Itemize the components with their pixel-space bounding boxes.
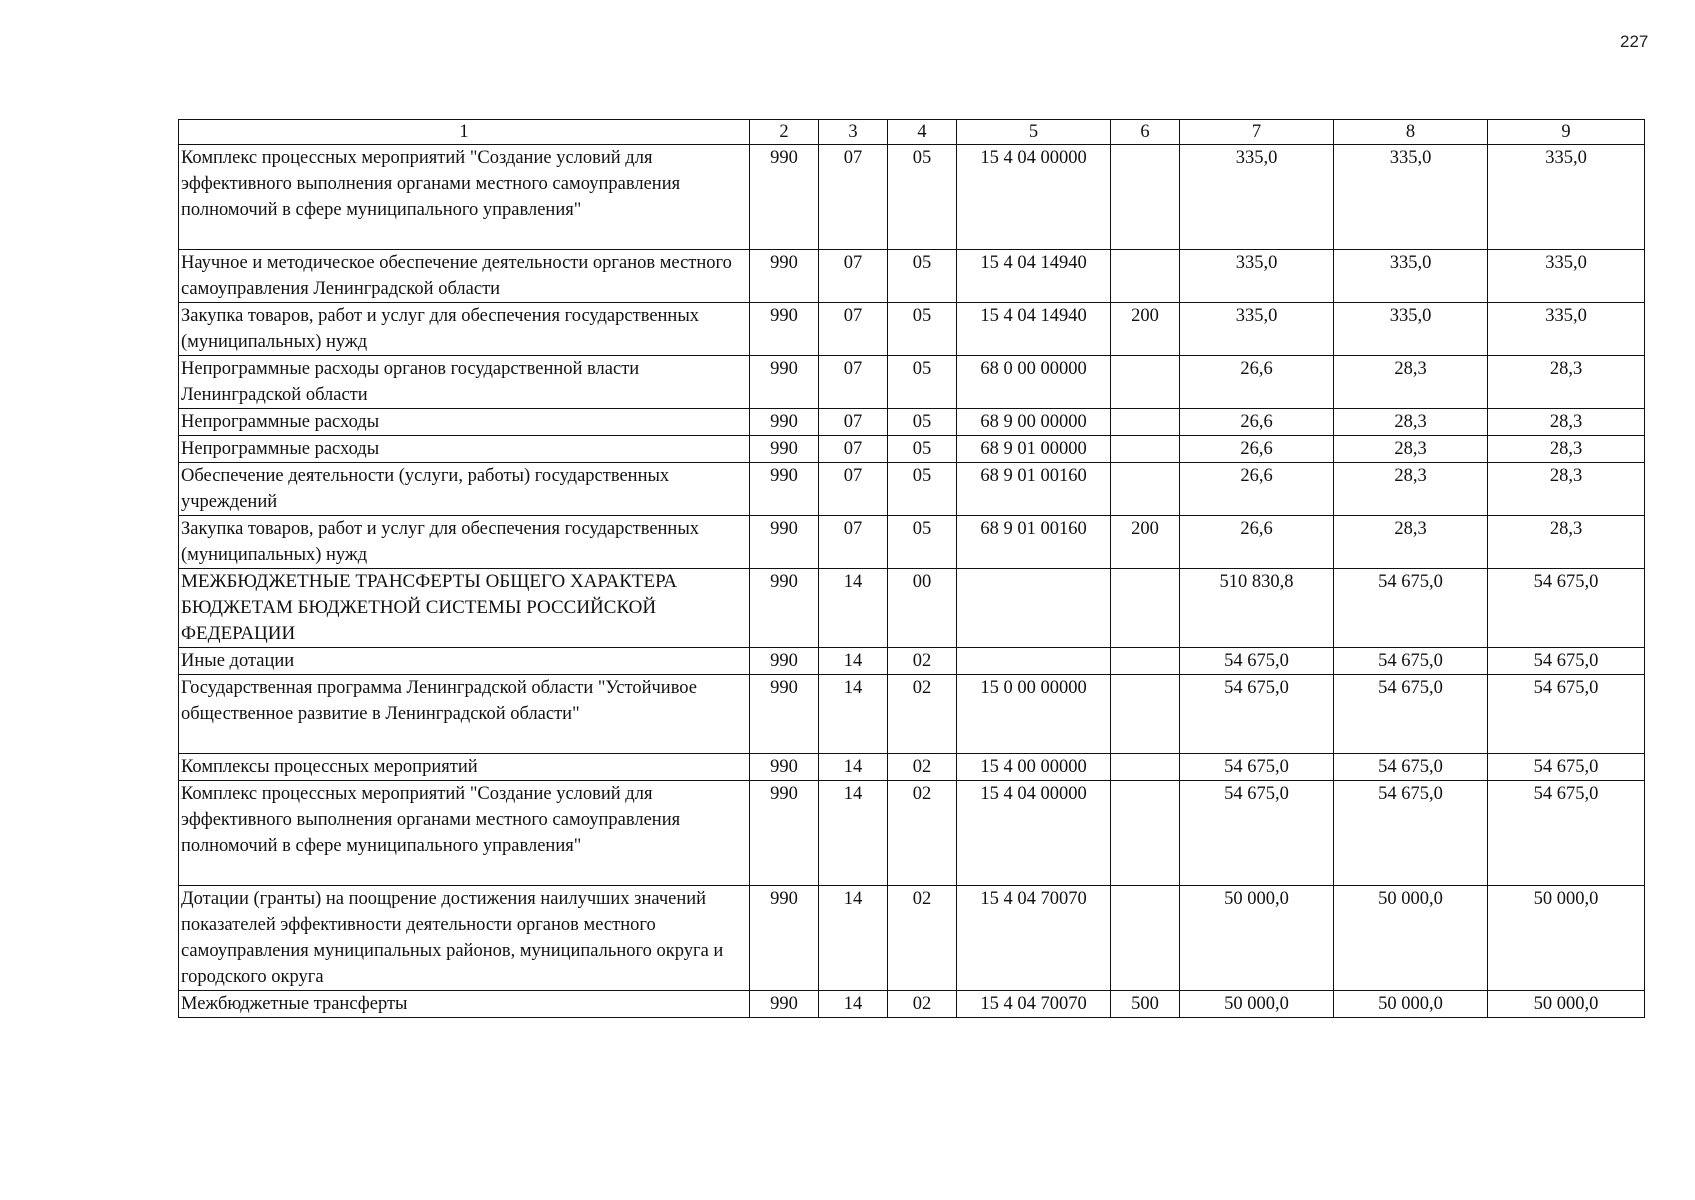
expense-type-cell bbox=[1111, 463, 1180, 516]
admin-code-cell: 990 bbox=[750, 409, 819, 436]
section-cell: 14 bbox=[819, 648, 888, 675]
amount-cell: 26,6 bbox=[1180, 436, 1334, 463]
expense-type-cell bbox=[1111, 675, 1180, 754]
amount-cell: 335,0 bbox=[1488, 303, 1645, 356]
expense-type-cell bbox=[1111, 886, 1180, 991]
expense-type-cell: 500 bbox=[1111, 991, 1180, 1018]
row-name-cell: Обеспечение деятельности (услуги, работы) государственных учреждений bbox=[179, 463, 750, 516]
amount-cell: 50 000,0 bbox=[1334, 886, 1488, 991]
expense-type-cell bbox=[1111, 250, 1180, 303]
amount-cell: 335,0 bbox=[1180, 145, 1334, 250]
target-article-cell: 68 0 00 00000 bbox=[957, 356, 1111, 409]
amount-cell: 335,0 bbox=[1488, 145, 1645, 250]
row-name-cell: Дотации (гранты) на поощрение достижения наилучших значений показателей эффективности деятельности органов местного самоуправления муниципальных районов, муниципального округа и городского округа bbox=[179, 886, 750, 991]
subsection-cell: 02 bbox=[888, 991, 957, 1018]
table-row bbox=[179, 675, 1645, 754]
admin-code-cell: 990 bbox=[750, 648, 819, 675]
expense-type-cell bbox=[1111, 436, 1180, 463]
amount-cell: 28,3 bbox=[1488, 516, 1645, 569]
amount-cell: 335,0 bbox=[1180, 303, 1334, 356]
amount-cell: 54 675,0 bbox=[1488, 569, 1645, 648]
target-article-cell: 15 4 04 70070 bbox=[957, 886, 1111, 991]
amount-cell: 50 000,0 bbox=[1180, 886, 1334, 991]
header-cell: 2 bbox=[750, 120, 819, 145]
amount-cell: 50 000,0 bbox=[1334, 991, 1488, 1018]
amount-cell: 26,6 bbox=[1180, 463, 1334, 516]
subsection-cell: 05 bbox=[888, 303, 957, 356]
admin-code-cell: 990 bbox=[750, 991, 819, 1018]
table-header-row bbox=[179, 120, 1645, 145]
target-article-cell: 15 4 04 14940 bbox=[957, 303, 1111, 356]
amount-cell: 28,3 bbox=[1334, 436, 1488, 463]
section-cell: 07 bbox=[819, 463, 888, 516]
header-cell: 1 bbox=[179, 120, 750, 145]
section-cell: 14 bbox=[819, 886, 888, 991]
budget-table bbox=[178, 119, 1645, 1018]
amount-cell: 335,0 bbox=[1488, 250, 1645, 303]
subsection-cell: 02 bbox=[888, 648, 957, 675]
page-number: 227 bbox=[1620, 32, 1649, 51]
amount-cell: 54 675,0 bbox=[1180, 648, 1334, 675]
table-row bbox=[179, 356, 1645, 409]
target-article-cell bbox=[957, 569, 1111, 648]
subsection-cell: 02 bbox=[888, 886, 957, 991]
row-name-cell: Непрограммные расходы bbox=[179, 409, 750, 436]
amount-cell: 54 675,0 bbox=[1488, 781, 1645, 886]
admin-code-cell: 990 bbox=[750, 516, 819, 569]
amount-cell: 54 675,0 bbox=[1180, 754, 1334, 781]
subsection-cell: 02 bbox=[888, 675, 957, 754]
row-name-cell: Государственная программа Ленинградской области "Устойчивое общественное развитие в Ленинградской области" bbox=[179, 675, 750, 754]
section-cell: 14 bbox=[819, 569, 888, 648]
subsection-cell: 02 bbox=[888, 754, 957, 781]
amount-cell: 28,3 bbox=[1334, 463, 1488, 516]
admin-code-cell: 990 bbox=[750, 145, 819, 250]
amount-cell: 335,0 bbox=[1334, 145, 1488, 250]
amount-cell: 54 675,0 bbox=[1334, 754, 1488, 781]
subsection-cell: 05 bbox=[888, 436, 957, 463]
amount-cell: 28,3 bbox=[1334, 409, 1488, 436]
amount-cell: 28,3 bbox=[1488, 409, 1645, 436]
header-cell: 3 bbox=[819, 120, 888, 145]
table-row bbox=[179, 754, 1645, 781]
admin-code-cell: 990 bbox=[750, 436, 819, 463]
subsection-cell: 05 bbox=[888, 145, 957, 250]
admin-code-cell: 990 bbox=[750, 463, 819, 516]
amount-cell: 28,3 bbox=[1334, 356, 1488, 409]
row-name-cell: Иные дотации bbox=[179, 648, 750, 675]
admin-code-cell: 990 bbox=[750, 675, 819, 754]
amount-cell: 54 675,0 bbox=[1180, 781, 1334, 886]
amount-cell: 510 830,8 bbox=[1180, 569, 1334, 648]
table-row bbox=[179, 886, 1645, 991]
subsection-cell: 00 bbox=[888, 569, 957, 648]
section-cell: 07 bbox=[819, 250, 888, 303]
header-cell: 5 bbox=[957, 120, 1111, 145]
section-cell: 07 bbox=[819, 409, 888, 436]
admin-code-cell: 990 bbox=[750, 886, 819, 991]
section-cell: 14 bbox=[819, 754, 888, 781]
expense-type-cell bbox=[1111, 145, 1180, 250]
table-row bbox=[179, 648, 1645, 675]
row-name-cell: Комплексы процессных мероприятий bbox=[179, 754, 750, 781]
table-row bbox=[179, 303, 1645, 356]
table-row bbox=[179, 781, 1645, 886]
amount-cell: 28,3 bbox=[1488, 463, 1645, 516]
expense-type-cell bbox=[1111, 569, 1180, 648]
target-article-cell: 15 4 04 70070 bbox=[957, 991, 1111, 1018]
expense-type-cell: 200 bbox=[1111, 516, 1180, 569]
admin-code-cell: 990 bbox=[750, 781, 819, 886]
row-name-cell: МЕЖБЮДЖЕТНЫЕ ТРАНСФЕРТЫ ОБЩЕГО ХАРАКТЕРА БЮДЖЕТАМ БЮДЖЕТНОЙ СИСТЕМЫ РОССИЙСКОЙ ФЕДЕРАЦИИ bbox=[179, 569, 750, 648]
subsection-cell: 02 bbox=[888, 781, 957, 886]
row-name-cell: Непрограммные расходы bbox=[179, 436, 750, 463]
amount-cell: 335,0 bbox=[1180, 250, 1334, 303]
table-row bbox=[179, 463, 1645, 516]
amount-cell: 54 675,0 bbox=[1488, 675, 1645, 754]
amount-cell: 28,3 bbox=[1334, 516, 1488, 569]
admin-code-cell: 990 bbox=[750, 356, 819, 409]
table-row bbox=[179, 145, 1645, 250]
table-row bbox=[179, 250, 1645, 303]
admin-code-cell: 990 bbox=[750, 303, 819, 356]
amount-cell: 54 675,0 bbox=[1334, 569, 1488, 648]
target-article-cell: 15 4 00 00000 bbox=[957, 754, 1111, 781]
expense-type-cell: 200 bbox=[1111, 303, 1180, 356]
row-name-cell: Непрограммные расходы органов государственной власти Ленинградской области bbox=[179, 356, 750, 409]
section-cell: 07 bbox=[819, 356, 888, 409]
target-article-cell: 15 4 04 14940 bbox=[957, 250, 1111, 303]
admin-code-cell: 990 bbox=[750, 569, 819, 648]
row-name-cell: Комплекс процессных мероприятий "Создание условий для эффективного выполнения органами местного самоуправления полномочий в сфере муниципального управления" bbox=[179, 145, 750, 250]
admin-code-cell: 990 bbox=[750, 250, 819, 303]
target-article-cell: 15 4 04 00000 bbox=[957, 781, 1111, 886]
amount-cell: 54 675,0 bbox=[1488, 754, 1645, 781]
row-name-cell: Закупка товаров, работ и услуг для обеспечения государственных (муниципальных) нужд bbox=[179, 303, 750, 356]
table-row bbox=[179, 516, 1645, 569]
amount-cell: 54 675,0 bbox=[1334, 648, 1488, 675]
amount-cell: 26,6 bbox=[1180, 409, 1334, 436]
target-article-cell: 15 4 04 00000 bbox=[957, 145, 1111, 250]
amount-cell: 50 000,0 bbox=[1180, 991, 1334, 1018]
subsection-cell: 05 bbox=[888, 516, 957, 569]
amount-cell: 54 675,0 bbox=[1488, 648, 1645, 675]
expense-type-cell bbox=[1111, 781, 1180, 886]
section-cell: 14 bbox=[819, 781, 888, 886]
amount-cell: 28,3 bbox=[1488, 436, 1645, 463]
subsection-cell: 05 bbox=[888, 463, 957, 516]
amount-cell: 54 675,0 bbox=[1180, 675, 1334, 754]
section-cell: 07 bbox=[819, 516, 888, 569]
amount-cell: 50 000,0 bbox=[1488, 886, 1645, 991]
header-cell: 7 bbox=[1180, 120, 1334, 145]
amount-cell: 54 675,0 bbox=[1334, 781, 1488, 886]
row-name-cell: Комплекс процессных мероприятий "Создание условий для эффективного выполнения органами местного самоуправления полномочий в сфере муниципального управления" bbox=[179, 781, 750, 886]
row-name-cell: Научное и методическое обеспечение деятельности органов местного самоуправления Ленинградской области bbox=[179, 250, 750, 303]
target-article-cell: 68 9 01 00160 bbox=[957, 463, 1111, 516]
section-cell: 14 bbox=[819, 675, 888, 754]
admin-code-cell: 990 bbox=[750, 754, 819, 781]
subsection-cell: 05 bbox=[888, 356, 957, 409]
amount-cell: 50 000,0 bbox=[1488, 991, 1645, 1018]
target-article-cell bbox=[957, 648, 1111, 675]
row-name-cell: Закупка товаров, работ и услуг для обеспечения государственных (муниципальных) нужд bbox=[179, 516, 750, 569]
section-cell: 14 bbox=[819, 991, 888, 1018]
amount-cell: 335,0 bbox=[1334, 250, 1488, 303]
table-row bbox=[179, 436, 1645, 463]
section-cell: 07 bbox=[819, 303, 888, 356]
expense-type-cell bbox=[1111, 409, 1180, 436]
expense-type-cell bbox=[1111, 754, 1180, 781]
header-cell: 9 bbox=[1488, 120, 1645, 145]
table-row bbox=[179, 409, 1645, 436]
table-row bbox=[179, 569, 1645, 648]
table-row bbox=[179, 991, 1645, 1018]
header-cell: 4 bbox=[888, 120, 957, 145]
amount-cell: 26,6 bbox=[1180, 516, 1334, 569]
amount-cell: 54 675,0 bbox=[1334, 675, 1488, 754]
target-article-cell: 68 9 01 00160 bbox=[957, 516, 1111, 569]
amount-cell: 26,6 bbox=[1180, 356, 1334, 409]
header-cell: 6 bbox=[1111, 120, 1180, 145]
expense-type-cell bbox=[1111, 648, 1180, 675]
target-article-cell: 15 0 00 00000 bbox=[957, 675, 1111, 754]
subsection-cell: 05 bbox=[888, 250, 957, 303]
amount-cell: 335,0 bbox=[1334, 303, 1488, 356]
section-cell: 07 bbox=[819, 436, 888, 463]
section-cell: 07 bbox=[819, 145, 888, 250]
amount-cell: 28,3 bbox=[1488, 356, 1645, 409]
row-name-cell: Межбюджетные трансферты bbox=[179, 991, 750, 1018]
target-article-cell: 68 9 01 00000 bbox=[957, 436, 1111, 463]
target-article-cell: 68 9 00 00000 bbox=[957, 409, 1111, 436]
expense-type-cell bbox=[1111, 356, 1180, 409]
header-cell: 8 bbox=[1334, 120, 1488, 145]
subsection-cell: 05 bbox=[888, 409, 957, 436]
